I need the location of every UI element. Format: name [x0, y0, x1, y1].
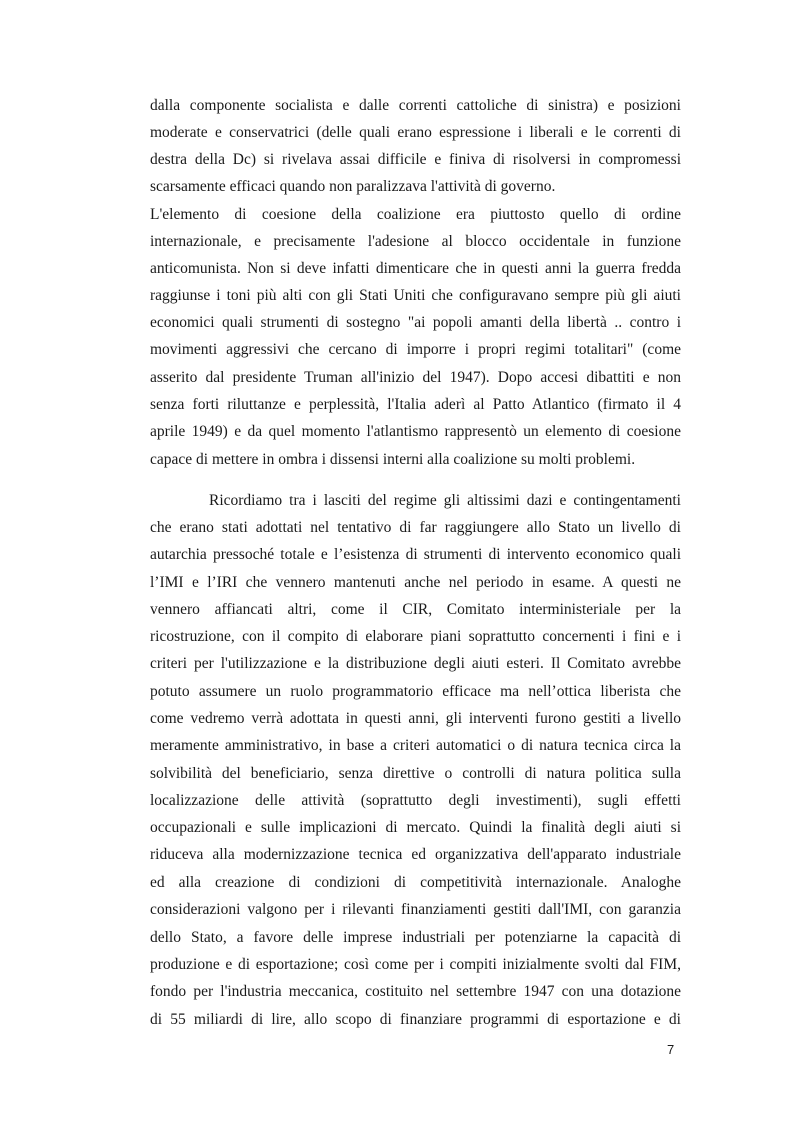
text-line: scarsamente efficaci quando non paralizzava l'attività di governo.	[150, 178, 556, 195]
text-line: destra della Dc) si rivelava assai difficile e finiva di risolversi in compromessi	[150, 151, 681, 168]
text-line: senza forti riluttanze e perplessità, l'Italia aderì al Patto Atlantico (firmato il 4	[150, 396, 681, 413]
text-line: occupazionali e sulle implicazioni di mercato. Quindi la finalità degli aiuti si	[150, 819, 681, 836]
text-line: Ricordiamo tra i lasciti del regime gli altissimi dazi e contingentamenti	[209, 492, 681, 509]
text-line: considerazioni valgono per i rilevanti finanziamenti gestiti dall'IMI, con garanzia	[150, 901, 681, 918]
text-line: localizzazione delle attività (soprattutto degli investimenti), sugli effetti	[150, 792, 681, 809]
text-line: asserito dal presidente Truman all'inizio del 1947). Dopo accesi dibattiti e non	[150, 369, 681, 386]
text-line: dalla componente socialista e dalle correnti cattoliche di sinistra) e posizioni	[150, 97, 681, 114]
text-line: dello Stato, a favore delle imprese industriali per potenziarne la capacità di	[150, 929, 681, 946]
text-line: aprile 1949) e da quel momento l'atlantismo rappresentò un elemento di coesione	[150, 423, 681, 440]
text-line: L'elemento di coesione della coalizione era piuttosto quello di ordine	[150, 206, 681, 223]
text-line: criteri per l'utilizzazione e la distribuzione degli aiuti esteri. Il Comitato avrebbe	[150, 655, 681, 672]
text-line: ricostruzione, con il compito di elaborare piani soprattutto concernenti i fini e i	[150, 628, 681, 645]
text-line: fondo per l'industria meccanica, costituito nel settembre 1947 con una dotazione	[150, 983, 681, 1000]
text-line: moderate e conservatrici (delle quali erano espressione i liberali e le correnti di	[150, 124, 681, 141]
text-line: produzione e di esportazione; così come per i compiti inizialmente svolti dal FIM,	[150, 956, 681, 973]
text-line: l’IMI e l’IRI che vennero mantenuti anche nel periodo in esame. A questi ne	[150, 574, 681, 591]
text-line: riduceva alla modernizzazione tecnica ed organizzativa dell'apparato industriale	[150, 846, 681, 863]
text-line: economici quali strumenti di sostegno "ai popoli amanti della libertà .. contro i	[150, 314, 681, 331]
text-line: vennero affiancati altri, come il CIR, Comitato interministeriale per la	[150, 601, 681, 618]
text-line: anticomunista. Non si deve infatti dimenticare che in questi anni la guerra fredda	[150, 260, 681, 277]
text-line: potuto assumere un ruolo programmatorio efficace ma nell’ottica liberista che	[150, 683, 681, 700]
text-line: che erano stati adottati nel tentativo di far raggiungere allo Stato un livello di	[150, 519, 681, 536]
text-line: internazionale, e precisamente l'adesione al blocco occidentale in funzione	[150, 233, 681, 250]
text-line: movimenti aggressivi che cercano di imporre i propri regimi totalitari" (come	[150, 341, 681, 358]
text-line: solvibilità del beneficiario, senza direttive o controlli di natura politica sulla	[150, 765, 681, 782]
text-line: capace di mettere in ombra i dissensi interni alla coalizione su molti problemi.	[150, 451, 636, 468]
text-line: ed alla creazione di condizioni di competitività internazionale. Analoghe	[150, 874, 681, 891]
text-line: autarchia pressoché totale e l’esistenza di strumenti di intervento economico quali	[150, 546, 681, 563]
text-line: raggiunse i toni più alti con gli Stati Uniti che configuravano sempre più gli aiuti	[150, 287, 681, 304]
text-line: di 55 miliardi di lire, allo scopo di finanziare programmi di esportazione e di	[150, 1011, 681, 1028]
text-line: meramente amministrativo, in base a criteri automatici o di natura tecnica circa la	[150, 737, 681, 754]
text-line: come vedremo verrà adottata in questi anni, gli interventi furono gestiti a livello	[150, 710, 681, 727]
page-number: 7	[667, 1042, 675, 1057]
